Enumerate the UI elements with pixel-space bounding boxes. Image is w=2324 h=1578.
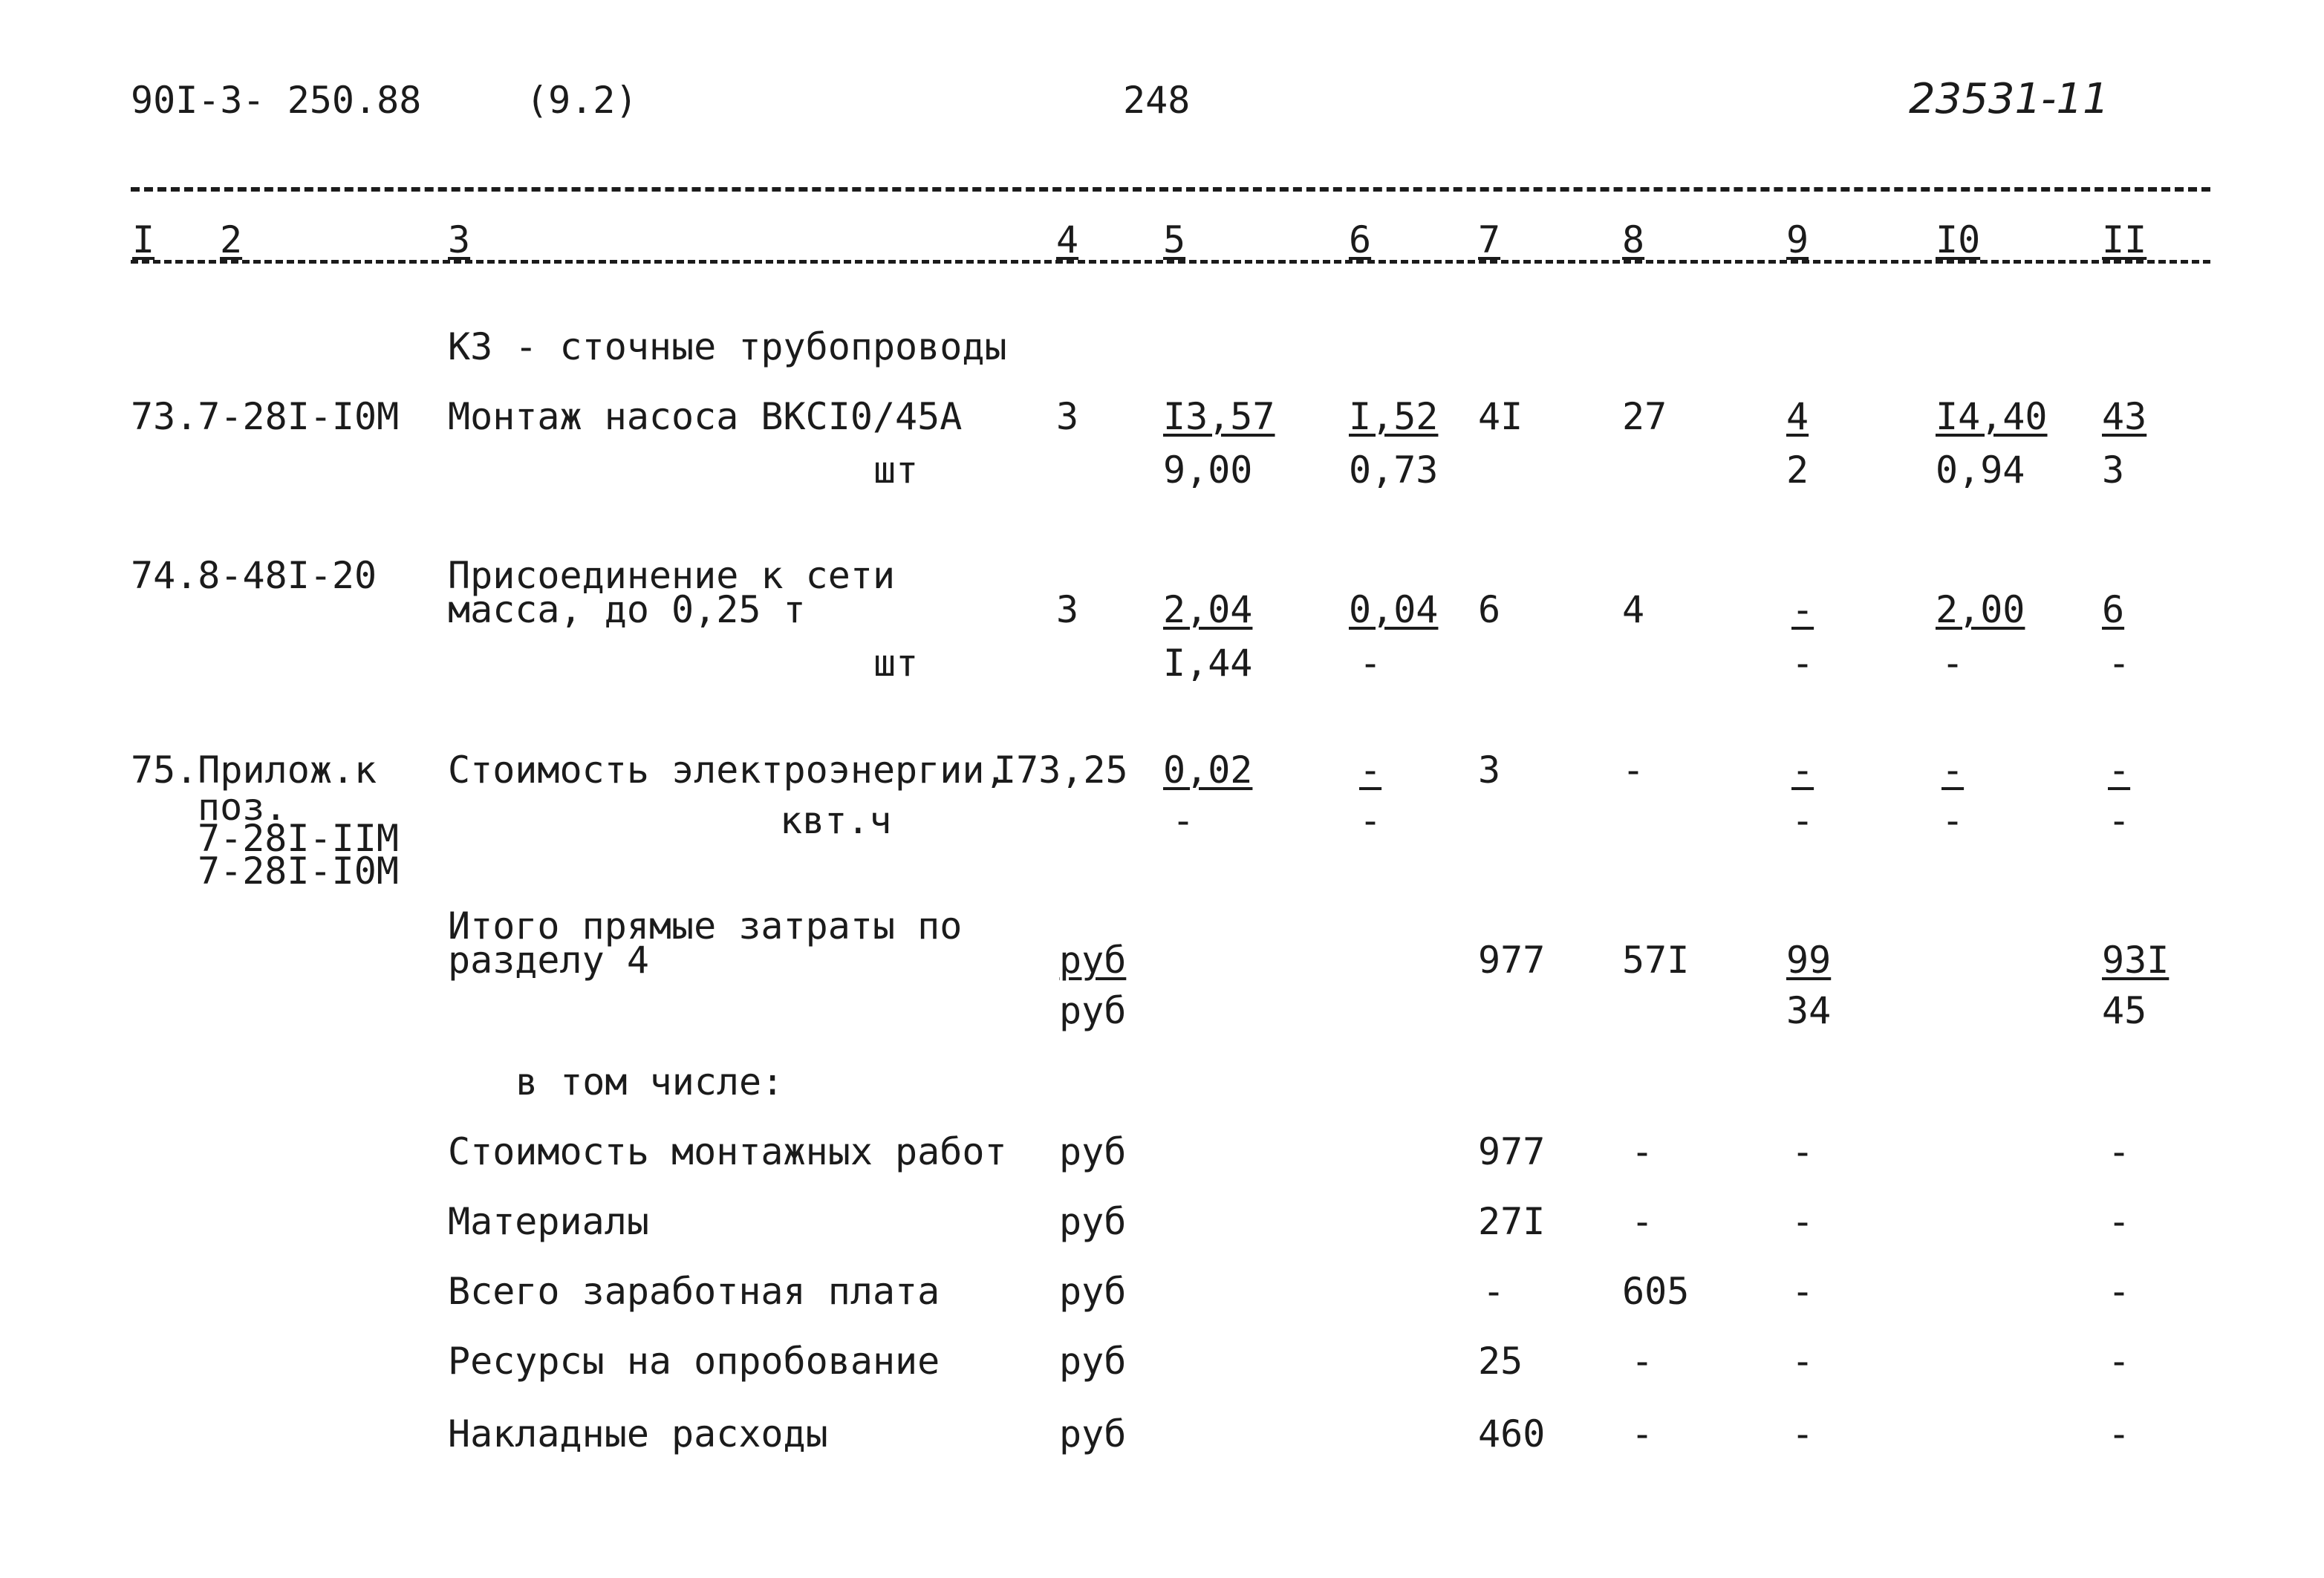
column-number-3: 3 [448,218,471,261]
breakdown-col8: 605 [1622,1270,1690,1313]
totals-col11-top: 93I [2102,939,2170,982]
row-unit: квт.ч [780,799,892,842]
row-col7: 4I [1478,395,1523,438]
row-quantity: I73,25 [994,749,1128,792]
column-number-7: 7 [1478,218,1501,261]
row-position-number: 73.7-28I-I0M [131,395,400,438]
row-unit: шт [873,642,919,685]
row-col9-bottom: - [1791,642,1814,685]
row-unit: шт [873,449,919,492]
totals-label-line2: разделу 4 [448,939,649,982]
column-header-underline [131,260,2210,264]
section-number: (9.2) [526,79,638,122]
row-col5-bottom: I,44 [1163,642,1253,685]
breakdown-label: Материалы [448,1200,649,1243]
row-col9-top: - [1791,588,1814,631]
row-col9-top: - [1791,749,1814,792]
row-col11-top: - [2108,749,2131,792]
row-col5-bottom: - [1172,799,1195,842]
column-number-2: 2 [220,218,243,261]
row-work-name: Стоимость электроэнергии, [448,749,1007,792]
column-number-9: 9 [1786,218,1809,261]
breakdown-unit: руб [1059,1130,1127,1173]
row-col11-bottom: - [2108,642,2131,685]
breakdown-col11: - [2108,1340,2131,1383]
totals-col8: 57I [1622,939,1690,982]
breakdown-col8: - [1631,1412,1654,1455]
row-col10-top: - [1941,749,1965,792]
row-col11-bottom: 3 [2102,449,2125,492]
column-number-11: II [2102,218,2147,261]
row-col8: 4 [1622,588,1645,631]
section-title: К3 - сточные трубопроводы [448,325,1007,368]
row-position-number-line1: 75.Прилож.к [131,749,377,792]
row-col9-bottom: - [1791,799,1814,842]
breakdown-col7: 460 [1478,1412,1546,1455]
row-col6-bottom: - [1359,642,1382,685]
row-col7: 6 [1478,588,1501,631]
totals-col7: 977 [1478,939,1546,982]
row-col6-top: I,52 [1349,395,1439,438]
row-col10-top: I4,40 [1936,395,2048,438]
column-number-8: 8 [1622,218,1645,261]
row-col11-top: 6 [2102,588,2125,631]
row-col5-top: 2,04 [1163,588,1253,631]
breakdown-col9: - [1791,1270,1814,1313]
row-work-name-line2: масса, до 0,25 т [448,588,806,631]
column-number-1: I [132,218,155,261]
breakdown-col7: 977 [1478,1130,1546,1173]
breakdown-col7: 27I [1478,1200,1546,1243]
breakdown-col11: - [2108,1130,2131,1173]
row-position-number-line3: 7-28I-IIM [198,817,399,860]
breakdown-col11: - [2108,1412,2131,1455]
row-col8: 27 [1622,395,1667,438]
row-col6-top: - [1359,749,1382,792]
totals-col11-bottom: 45 [2102,989,2147,1032]
row-col6-top: 0,04 [1349,588,1439,631]
row-quantity: 3 [1056,395,1079,438]
breakdown-label: Стоимость монтажных работ [448,1130,1007,1173]
row-col5-top: 0,02 [1163,749,1253,792]
row-col9-top: 4 [1786,395,1809,438]
row-col6-bottom: - [1359,799,1382,842]
row-col10-top: 2,00 [1936,588,2025,631]
totals-unit-bottom: руб [1059,989,1127,1032]
row-col10-bottom: - [1941,799,1965,842]
including-label: в том числе: [515,1060,784,1103]
totals-col9-top: 99 [1786,939,1832,982]
row-position-number-line2: поз. [198,786,287,829]
totals-col9-bottom: 34 [1786,989,1832,1032]
totals-unit-top: руб [1059,939,1127,982]
row-col11-top: 43 [2102,395,2147,438]
breakdown-col11: - [2108,1270,2131,1313]
header-separator-line [131,187,2210,192]
document-code: 90I-3- 250.88 [131,79,422,122]
column-number-6: 6 [1349,218,1372,261]
breakdown-unit: руб [1059,1200,1127,1243]
breakdown-unit: руб [1059,1412,1127,1455]
row-col10-bottom: 0,94 [1936,449,2025,492]
column-number-5: 5 [1163,218,1186,261]
archive-number: 23531-11 [1909,75,2109,123]
row-quantity: 3 [1056,588,1079,631]
breakdown-unit: руб [1059,1340,1127,1383]
row-col11-bottom: - [2108,799,2131,842]
breakdown-col8: - [1631,1340,1654,1383]
page-number: 248 [1123,79,1191,122]
row-col8: - [1622,749,1645,792]
breakdown-col8: - [1631,1130,1654,1173]
row-col7: 3 [1478,749,1501,792]
row-work-name-line1: Присоединение к сети [448,554,896,597]
row-col10-bottom: - [1941,642,1965,685]
row-col5-bottom: 9,00 [1163,449,1253,492]
breakdown-col11: - [2108,1200,2131,1243]
breakdown-col9: - [1791,1200,1814,1243]
row-col6-bottom: 0,73 [1349,449,1439,492]
column-number-10: I0 [1936,218,1981,261]
breakdown-col8: - [1631,1200,1654,1243]
breakdown-col9: - [1791,1412,1814,1455]
row-col5-top: I3,57 [1163,395,1275,438]
breakdown-unit: руб [1059,1270,1127,1313]
breakdown-label: Всего заработная плата [448,1270,940,1313]
breakdown-col7: - [1482,1270,1506,1313]
breakdown-col7: 25 [1478,1340,1523,1383]
row-position-number: 74.8-48I-20 [131,554,377,597]
breakdown-col9: - [1791,1130,1814,1173]
row-work-name: Монтаж насоса ВКСI0/45А [448,395,963,438]
row-col9-bottom: 2 [1786,449,1809,492]
breakdown-col9: - [1791,1340,1814,1383]
breakdown-label: Накладные расходы [448,1412,828,1455]
column-number-4: 4 [1056,218,1079,261]
totals-label-line1: Итого прямые затраты по [448,904,963,948]
row-position-number-line4: 7-28I-I0M [198,850,399,893]
breakdown-label: Ресурсы на опробование [448,1340,940,1383]
